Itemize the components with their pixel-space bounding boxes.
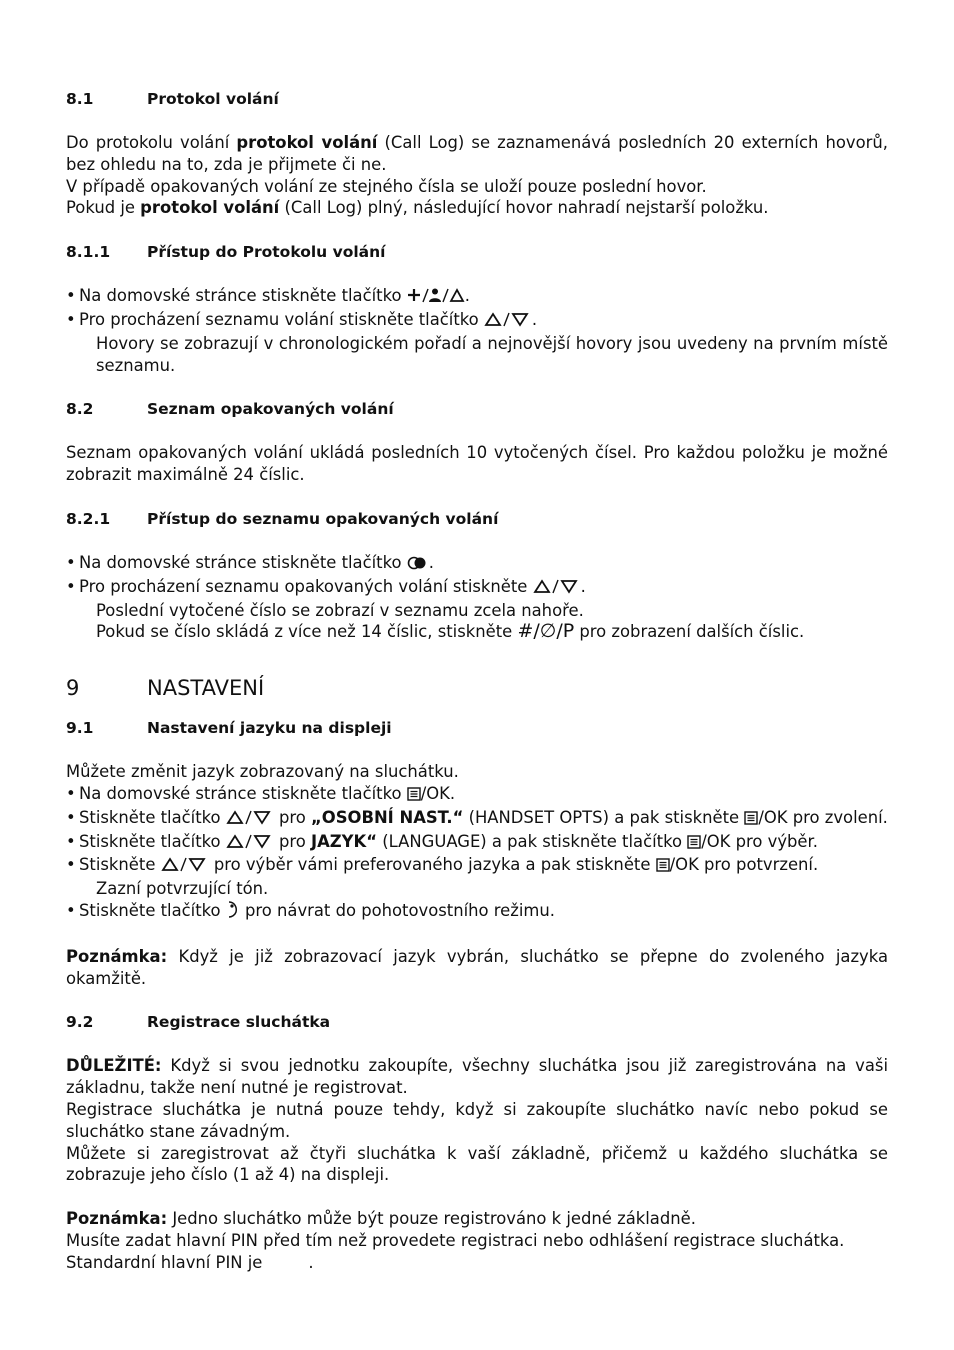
section-number: 9.1	[66, 719, 94, 738]
paragraph: Můžete si zaregistrovat až čtyři sluchátka k vaší základně, přičemž u každého sluchátka se zobrazuje jeho číslo (1 až 4) na displeji.	[66, 1143, 888, 1185]
list-item: • Stiskněte tlačítko pro návrat do pohotovostního režimu.	[66, 900, 888, 924]
list-item-note: Poslední vytočené číslo se zobrazí v seznamu zcela nahoře.	[96, 600, 584, 620]
section-number: 8.1.1	[66, 243, 111, 262]
list-item: • Pro procházení seznamu volání stiskněte tlačítko .	[66, 309, 888, 333]
section-heading-8-2-1	[66, 508, 888, 530]
section-title: Registrace sluchátka	[147, 1013, 331, 1032]
paragraph: V případě opakovaných volání ze stejného čísla se uloží pouze poslední hovor.	[66, 176, 707, 196]
section-title: Přístup do Protokolu volání	[147, 243, 386, 262]
up-down-arrow-icon	[226, 809, 274, 831]
menu-key-icon	[656, 856, 670, 878]
chapter-heading-9	[66, 673, 888, 703]
chapter-number: 9	[66, 676, 80, 701]
note-paragraph: Poznámka: Jedno sluchátko může být pouze registrováno k jedné základně.	[66, 1209, 696, 1229]
paragraph: Do protokolu volání protokol volání (Call Log) se zaznamenává posledních 20 externích hovorů, bez ohledu na to, zda je přijmete či ne.	[66, 133, 888, 174]
paragraph: Pokud je protokol volání (Call Log) plný, následující hovor nahradí nejstarší položku.	[66, 198, 769, 218]
section-title: Protokol volání	[147, 90, 279, 108]
note-paragraph: Poznámka: Když je již zobrazovací jazyk vybrán, sluchátko se přepne do zvoleného jazyka okamžitě.	[66, 946, 888, 988]
list-item: • Stiskněte tlačítko pro „OSOBNÍ NAST.“ (HANDSET OPTS) a pak stiskněte /OK pro zvolení.	[66, 807, 888, 831]
plus-contacts-up-key-icon	[407, 287, 465, 309]
list-item-note: Hovory se zobrazují v chronologickém pořadí a nejnovější hovory jsou uvedeny na prvním místě seznamu.	[96, 333, 888, 375]
list-item: • Na domovské stránce stiskněte tlačítko .	[66, 552, 888, 576]
section-title: Přístup do seznamu opakovaných volání	[147, 509, 499, 528]
up-down-arrow-icon	[226, 833, 274, 855]
up-down-arrow-icon	[161, 856, 209, 878]
menu-key-icon	[744, 809, 758, 831]
paragraph: Seznam opakovaných volání ukládá posledních 10 vytočených čísel. Pro každou položku je možné zobrazit maximálně 24 číslic.	[66, 443, 888, 485]
section-heading-9-2	[66, 1011, 888, 1033]
section-number: 8.2	[66, 400, 94, 419]
list-item: • Na domovské stránce stiskněte tlačítko .	[66, 285, 888, 309]
up-down-arrow-icon	[533, 578, 581, 600]
end-call-key-icon	[226, 900, 240, 924]
chapter-title: NASTAVENÍ	[147, 676, 265, 701]
menu-key-icon	[407, 785, 421, 807]
up-down-arrow-icon	[484, 311, 532, 333]
list-item-note: Pokud se číslo skládá z více než 14 číslic, stiskněte #/∅/P pro zobrazení dalších číslic.	[96, 620, 805, 643]
hash-key-label: #/∅/P	[517, 620, 575, 643]
document-page	[66, 88, 888, 1274]
section-title: Nastavení jazyku na displeji	[147, 719, 392, 738]
paragraph: Standardní hlavní PIN je .	[66, 1252, 314, 1272]
list-item-note: Zazní potvrzující tón.	[96, 879, 269, 899]
section-heading-8-1-1	[66, 241, 888, 263]
paragraph: Můžete změnit jazyk zobrazovaný na sluchátku.	[66, 762, 459, 782]
menu-key-icon	[687, 833, 701, 855]
list-item: • Na domovské stránce stiskněte tlačítko /OK.	[66, 783, 888, 807]
section-heading-9-1	[66, 717, 888, 739]
list-item: • Stiskněte tlačítko pro JAZYK“ (LANGUAGE) a pak stiskněte tlačítko /OK pro výběr.	[66, 831, 888, 855]
paragraph: Registrace sluchátka je nutná pouze tehdy, když si zakoupíte sluchátko navíc nebo pokud se sluchátko stane závadným.	[66, 1099, 888, 1141]
section-number: 8.1	[66, 90, 94, 108]
paragraph: Musíte zadat hlavní PIN před tím než provedete registraci nebo odhlášení registrace sluchátka.	[66, 1230, 845, 1250]
important-paragraph: DŮLEŽITÉ: Když si svou jednotku zakoupíte, všechny sluchátka jsou již zaregistrována na vaši základnu, takže není nutné je registrovat.	[66, 1056, 888, 1098]
section-number: 9.2	[66, 1013, 94, 1032]
section-title: Seznam opakovaných volání	[147, 400, 394, 419]
section-heading-8-2	[66, 398, 888, 420]
section-heading-8-1	[66, 88, 888, 110]
list-item: • Stiskněte pro výběr vámi preferovaného jazyka a pak stiskněte /OK pro potvrzení.	[66, 854, 888, 878]
list-item: • Pro procházení seznamu opakovaných volání stiskněte .	[66, 576, 888, 600]
redial-key-icon	[407, 554, 429, 576]
section-number: 8.2.1	[66, 509, 111, 528]
